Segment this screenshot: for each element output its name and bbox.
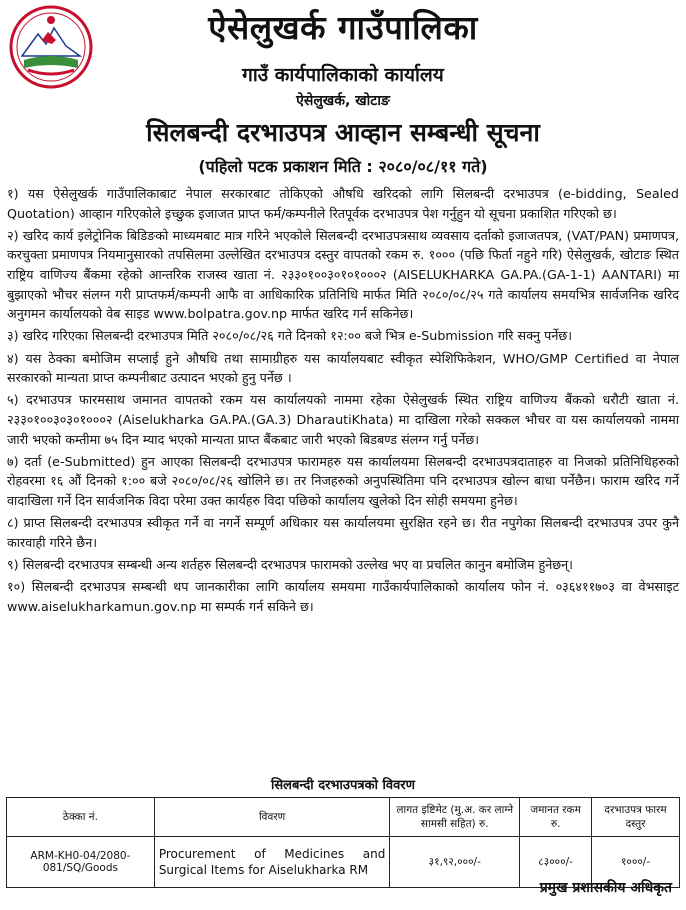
notice-body <box>7 184 679 619</box>
cell-description: Procurement of Medicines and Surgical Items for Aiselukharka RM <box>154 837 390 888</box>
paragraph-4: ४) यस ठेक्का बमोजिम सप्लाई हुने औषधि तथा सामाग्रीहरु यस कार्यालयबाट स्वीकृत स्पेशिफिकेशन, WHO/GMP Certified वा नेपाल सरकारको मान्यता प्राप्त कम्पनीबाट उत्पादन भएको हुनु पर्नेछ । <box>7 350 679 386</box>
publish-date: (पहिलो पटक प्रकाशन मिति : २०८०/०८/११ गते) <box>198 157 488 176</box>
paragraph-7: ७) दर्ता (e-Submitted) हुन आएका सिलबन्दी दरभाउपत्र फारामहरु यस कार्यालयमा सिलबन्दी दरभाउपत्रदाताहरु वा निजको प्रतिनिधिहरुको रोहवरमा १६ औं दिनको १:०० बजे २०८०/०८/२६ खोलिने छ। तर निजहरुको अनुपस्थितिमा पनि दरभाउपत्र खोल्न बाधा पर्नेछैन। फाराम खरिद गर्ने वादाखिला गर्ने दिन सार्वजनिक विदा परेमा उक्त कार्यहरु विदा पछिको कार्यालय खुलेको दिन सोही समयमा हुनेछ। <box>7 453 679 508</box>
table-title: सिलबन्दी दरभाउपत्रको विवरण <box>270 778 416 793</box>
office-title: गाउँ कार्यपालिकाको कार्यालय <box>242 64 444 86</box>
header-security-amount: जमानत रकम रु. <box>520 798 592 837</box>
cell-cost-estimate: ३१,९२,०००/- <box>390 837 520 888</box>
header-cost-estimate: लागत इष्टिमेट (मु.अ. कर लाग्ने सामसी सहित) रु. <box>390 798 520 837</box>
paragraph-9: ९) सिलबन्दी दरभाउपत्र सम्बन्धी अन्य शर्तहरु सिलबन्दी दरभाउपत्र फारामको उल्लेख भए वा प्रचलित कानुन बमोजिम हुनेछन्। <box>7 556 573 572</box>
header-form-fee: दरभाउपत्र फारम दस्तुर <box>592 798 680 837</box>
paragraph-3: ३) खरिद गरिएका सिलबन्दी दरभाउपत्र मिति २०८०/०८/२६ गते दिनको १२:०० बजे भित्र e-Submission गरि सक्नु पर्नेछ। <box>7 328 573 344</box>
paragraph-10: १०) सिलबन्दी दरभाउपत्र सम्बन्धी थप जानकारीका लागि कार्यालय समयमा गाउँकार्यपालिकाको कार्यालय फोन नं. ०३६४११७०३ वा वेभसाइट www.aiselukharkamun.gov.np मा सम्पर्क गर्न सकिने छ। <box>7 579 679 614</box>
signature-title: प्रमुख प्रशासकीय अधिकृत <box>539 880 672 896</box>
bid-details-table <box>6 797 680 888</box>
header-description: विवरण <box>154 798 390 837</box>
cell-contract-no: ARM-KH0-04/2080-081/SQ/Goods <box>7 837 155 888</box>
notice-title: सिलबन्दी दरभाउपत्र आव्हान सम्बन्धी सूचना <box>146 118 540 147</box>
paragraph-2: २) खरिद कार्य इलेट्रोनिक बिडिङको माध्यमबाट मात्र गरिने भएकोले सिलबन्दी दरभाउपत्रसाथ व्यवसाय दर्ताको इजाजतपत्र, (VAT/PAN) प्रमाणपत्र, करचुक्ता प्रमाणपत्र नियमानुसारको तपसिलमा उल्लेखित दरभाउपत्र दस्तुर वापतको रकम रु. १००० (पछि फिर्ता नहुने गरि) ऐसेलुखर्क, खोटाङ स्थित राष्ट्रिय वाणिज्य बैंकमा रहेको आन्तरिक राजस्व खाता नं. २३३०१००३०१०१०००२ (AISELUKHARKA GA.PA.(GA-1-1) AANTARI) मा बुझाएको भौचर संलग्न गरी प्राप्तफर्म/कम्पनी आफै वा आधिकारिक प्रतिनिधि मार्फत मिति २०८०/०८/२५ गते कार्यालय समयभित्र सार्वजनिक खरिद अनुगमन कार्यालयको वेब साइड www.bolpatra.gov.np मार्फत खरिद गर्न सकिनेछ। <box>7 227 679 322</box>
paragraph-5: ५) दरभाउपत्र फारमसाथ जमानत वापतको रकम यस कार्यालयको नाममा रहेका ऐसेलुखर्क स्थित राष्ट्रिय वाणिज्य बैंकको धरौटी खाता नं. २३३०१००३०३०१०००२ (Aiselukharka GA.PA.(GA.3) DharautiKhata) मा दाखिला गरेको सक्कल भौचर वा यस कार्यालयको नाममा जारी भएको कम्तीमा ७५ दिन म्याद भएको मान्यता प्राप्त बैंकबाट जारी भएको बिडबण्ड संलग्न गर्नु पर्नेछ। <box>7 392 679 447</box>
table-header-row <box>7 798 680 837</box>
paragraph-1: १) यस ऐसेलुखर्क गाउँपालिकाबाट नेपाल सरकारबाट तोकिएको औषधि खरिदको लागि सिलबन्दी दरभाउपत्र (e-bidding, Sealed Quotation) आव्हान गरिएकोले इच्छुक इजाजत प्राप्त फर्म/कम्पनीले रितपूर्वक दरभाउपत्र पेश गर्नुहुन यो सूचना प्रकाशित गरिएको छ। <box>7 186 679 221</box>
cell-form-fee: १०००/- <box>592 837 680 888</box>
header-contract-no: ठेक्का नं. <box>7 798 155 837</box>
office-address: ऐसेलुखर्क, खोटाङ <box>296 93 390 109</box>
paragraph-8: ८) प्राप्त सिलबन्दी दरभाउपत्र स्वीकृत गर्ने वा नगर्ने सम्पूर्ण अधिकार यस कार्यालयमा सुरक्षित रहने छ। रीत नपुगेका सिलबन्दी दरभाउपत्र उपर कुनै कारवाही गरिने छैन। <box>7 515 679 550</box>
cell-security-amount: ८३०००/- <box>520 837 592 888</box>
municipality-title: ऐसेलुखर्क गाउँपालिका <box>208 8 478 47</box>
